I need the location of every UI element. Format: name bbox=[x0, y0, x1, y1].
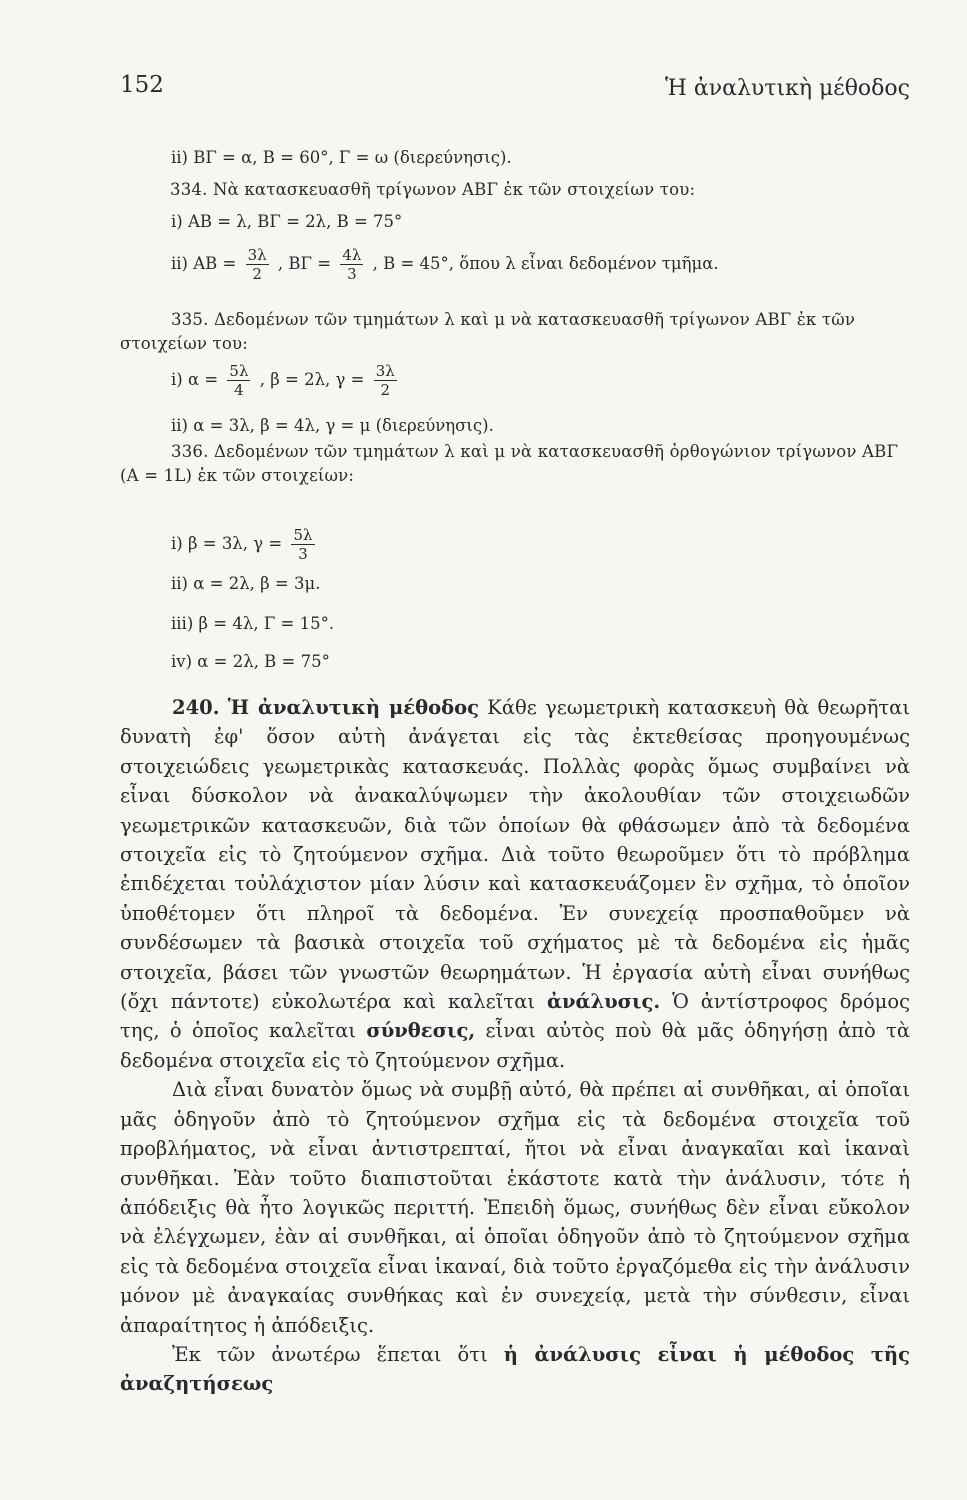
section-title: Ἡ ἀναλυτικὴ μέθοδος bbox=[227, 696, 479, 719]
exercise-334-intro: 334. Νὰ κατασκευασθῆ τρίγωνον ΑΒΓ ἐκ τῶν στοιχείων του: bbox=[170, 180, 696, 199]
exercise-333-ii: ii) ΒΓ = α, Β = 60°, Γ = ω (διερεύνησις). bbox=[171, 148, 512, 167]
paragraph-3-text: Ἐκ τῶν ἀνωτέρω ἕπεται ὅτι bbox=[172, 1342, 488, 1366]
exercise-334-ii-text-a: ii) ΑΒ = bbox=[171, 254, 237, 273]
exercise-334-ii-text-b: , ΒΓ = bbox=[277, 254, 332, 273]
fraction bbox=[227, 362, 250, 399]
fraction-numerator: 3λ bbox=[247, 246, 267, 264]
fraction-denominator: 4 bbox=[234, 381, 244, 399]
paragraph-1-text-c: εἶναι αὐτὸς ποὺ θὰ μᾶς ὁδηγήσῃ ἀπὸ τὰ δεδομένα στοιχεῖα εἰς τὸ ζητούμενον σχῆμα. bbox=[120, 1019, 910, 1072]
running-title: Ἡ ἀναλυτικὴ μέθοδος bbox=[665, 76, 910, 101]
term-synthesis: σύνθεσις, bbox=[366, 1019, 476, 1043]
fraction-numerator: 3λ bbox=[375, 362, 395, 380]
fraction-denominator: 3 bbox=[298, 545, 308, 563]
paragraph-1-text-a: Κάθε γεωμετρικὴ κατασκευὴ θὰ θεωρῆται δυνατὴ ἐφ' ὅσον αὐτὴ ἀνάγεται εἰς τὰς ἐκτεθείσας προηγουμένως στοιχειώδεις γεωμετρικὰς κατασκευάς. Πολλὰς φορὰς ὅμως συμβαίνει νὰ εἶναι δύσκολον νὰ ἀνακαλύψωμεν τὴν ἀκολουθίαν τῶν στοιχειωδῶν γεωμετρικῶν κατασκευῶν, διὰ τῶν ὁποίων θὰ φθάσωμεν ἀπὸ τὰ δεδομένα στοιχεῖα εἰς τὸ ζητούμενον σχῆμα. Διὰ τοῦτο θεωροῦμεν ὅτι τὸ πρόβλημα ἐπιδέχεται τοὐλάχιστον μίαν λύσιν καὶ κατασκευάζομεν ἓν σχῆμα, τὸ ὁποῖον ὑποθέτομεν ὅτι πληροῖ τὰ δεδομένα. Ἐν συνεχείᾳ προσπαθοῦμεν νὰ συνδέσωμεν τὰ βασικὰ στοιχεῖα τοῦ σχήματος μὲ τὰ δεδομένα εἰς ἡμᾶς στοιχεῖα, βάσει τῶν γνωστῶν θεωρημάτων. Ἡ ἐργασία αὐτὴ εἶναι συνήθως (ὄχι πάντοτε) εὐκολωτέρα καὶ καλεῖται bbox=[120, 696, 910, 1014]
fraction-denominator: 2 bbox=[380, 381, 391, 399]
fraction bbox=[374, 362, 397, 399]
exercise-335-i bbox=[171, 362, 401, 399]
exercise-336-i-text-a: i) β = 3λ, γ = bbox=[171, 534, 283, 553]
section-number: 240. bbox=[172, 696, 220, 719]
exercise-334-ii-text-c: , Β = 45°, ὅπου λ εἶναι δεδομένον τμῆμα. bbox=[372, 254, 719, 273]
fraction-numerator: 5λ bbox=[229, 362, 249, 380]
paragraph-1 bbox=[120, 693, 910, 1075]
exercise-335-ii: ii) α = 3λ, β = 4λ, γ = μ (διερεύνησις). bbox=[171, 416, 494, 435]
exercise-336-iv: iv) α = 2λ, Β = 75° bbox=[171, 652, 330, 671]
exercise-336-ii: ii) α = 2λ, β = 3μ. bbox=[171, 574, 321, 593]
fraction bbox=[291, 526, 314, 563]
fraction bbox=[246, 246, 269, 283]
exercise-335-i-text-b: , β = 2λ, γ = bbox=[259, 370, 365, 389]
term-analysis: ἀνάλυσις. bbox=[546, 990, 661, 1014]
exercise-334-ii bbox=[171, 246, 719, 283]
exercise-334-i: i) ΑΒ = λ, ΒΓ = 2λ, Β = 75° bbox=[171, 212, 403, 231]
exercise-336-iii: iii) β = 4λ, Γ = 15°. bbox=[171, 614, 335, 633]
exercise-336-i bbox=[171, 526, 319, 563]
fraction-numerator: 5λ bbox=[293, 526, 313, 544]
exercise-336-intro: 336. Δεδομένων τῶν τμημάτων λ καὶ μ νὰ κατασκευασθῆ ὀρθογώνιον τρίγωνον ΑΒΓ (Α = 1L) ἐκ τῶν στοιχείων: bbox=[120, 442, 899, 485]
paragraph-3 bbox=[120, 1340, 910, 1399]
exercise-335-intro: 335. Δεδομένων τῶν τμημάτων λ καὶ μ νὰ κατασκευασθῆ τρίγωνον ΑΒΓ ἐκ τῶν στοιχείων του: bbox=[120, 310, 856, 353]
section-240-body bbox=[120, 693, 910, 1399]
fraction-denominator: 2 bbox=[252, 265, 262, 283]
paragraph-2: Διὰ εἶναι δυνατὸν ὅμως νὰ συμβῇ αὐτό, θὰ πρέπει αἱ συνθῆκαι, αἱ ὁποῖαι μᾶς ὁδηγοῦν ἀπὸ τὸ ζητούμενον σχῆμα εἰς τὰ δεδομένα στοιχεῖα τοῦ προβλήματος, νὰ εἶναι ἀντιστρεπταί, ἤτοι νὰ εἶναι ἀναγκαῖαι καὶ ἱκαναὶ συνθῆκαι. Ἐὰν τοῦτο διαπιστοῦται ἑκάστοτε κατὰ τὴν ἀνάλυσιν, τότε ἡ ἀπόδειξις θὰ ἦτο λογικῶς περιττή. Ἐπειδὴ ὅμως, συνήθως δὲν εἶναι εὔκολον νὰ ἐλέγχωμεν, ἐὰν αἱ συνθῆκαι, αἱ ὁποῖαι ὁδηγοῦν ἀπὸ τὸ ζητούμενον σχῆμα εἰς τὰ δεδομένα στοιχεῖα εἶναι ἱκαναί, διὰ τοῦτο ἐργαζόμεθα εἰς τὴν ἀνάλυσιν μόνον μὲ ἀναγκαίας συνθήκας καὶ ἐν συνεχείᾳ, μετὰ τὴν σύνθεσιν, εἶναι ἀπαραίτητος ἡ ἀπόδειξις. bbox=[120, 1078, 910, 1337]
paragraph-1-text-b: Ὁ ἀντίστροφος δρόμος της, ὁ ὁποῖος καλεῖται bbox=[120, 990, 910, 1043]
fraction-denominator: 3 bbox=[347, 265, 357, 283]
fraction-numerator: 4λ bbox=[342, 246, 362, 264]
page-header bbox=[0, 72, 967, 112]
paragraph-3-bold: ἡ ἀνάλυσις εἶναι ἡ μέθοδος τῆς ἀναζητήσεως bbox=[120, 1342, 910, 1396]
page-number: 152 bbox=[120, 72, 164, 98]
fraction bbox=[340, 246, 363, 283]
exercise-335-i-text-a: i) α = bbox=[171, 370, 219, 389]
